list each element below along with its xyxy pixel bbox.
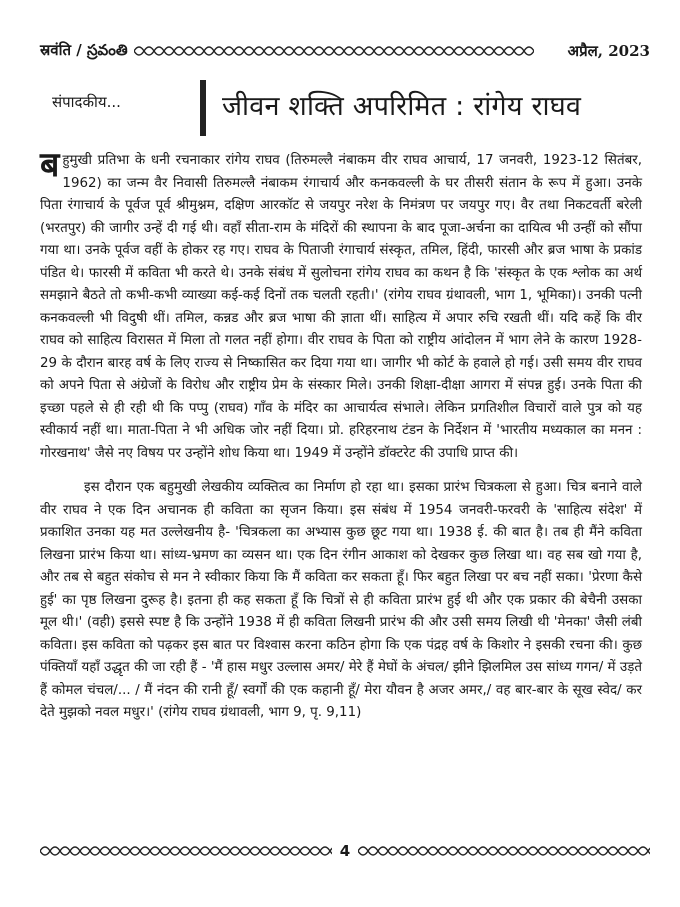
journal-name: स्रवंति / స్రవంతి bbox=[40, 40, 128, 59]
page-header bbox=[40, 38, 650, 64]
header-ornament bbox=[134, 41, 562, 61]
page-number: 4 bbox=[339, 842, 351, 860]
footer-ornament-right bbox=[358, 841, 650, 861]
paragraph-1 bbox=[40, 145, 642, 465]
drop-cap: ब bbox=[40, 145, 60, 185]
footer-ornament-left bbox=[40, 841, 332, 861]
article-title: जीवन शक्ति अपरिमित : रांगेय राघव bbox=[222, 91, 582, 122]
article-body bbox=[40, 145, 642, 725]
section-label: संपादकीय... bbox=[52, 93, 121, 111]
journal-name-hindi: स्रवंति bbox=[40, 40, 72, 59]
journal-name-telugu: స్రవంతి bbox=[87, 40, 128, 59]
paragraph-1-text: हुमुखी प्रतिभा के धनी रचनाकार रांगेय राघव (तिरुमल्लै नंबाकम वीर राघव आचार्य, 17 जनवरी, 1923-12 सितंबर, 1962) का जन्म वैर निवासी तिरुमल्लै नंबाकम रंगाचार्य और कनकवल्ली के घर तीसरी संतान के रूप में हुआ। उनके पिता रंगाचार्य के पूर्वज पूर्व श्रीमुश्नम, दक्षिण आरकॉट से जयपुर नरेश के निमंत्रण पर जयपुर गए। वैर तथा निकटवर्ती बरेली (भरतपुर) की जागीर उन्हें दी गई थी। वहाँ सीता-राम के मंदिरों की स्थापना के बाद पूजा-अर्चना का दायित्व भी उन्हीं को सौंपा गया था। उनके पूर्वज वहीं के होकर रह गए। राघव के पिताजी रंगाचार्य संस्कृत, तमिल, हिंदी, फारसी और ब्रज भाषा के प्रकांड पंडित थे। फारसी में कविता भी करते थे। उनके संबंध में सुलोचना रांगेय राघव का कथन है कि 'संस्कृत के एक श्लोक का अर्थ समझाने बैठते तो कभी-कभी व्याख्या कई-कई दिनों तक चलती रहती।' (रांगेय राघव ग्रंथावली, भाग 1, भूमिका)। उनकी पत्नी कनकवल्ली भी विदुषी थीं। तमिल, कन्नड और ब्रज भाषा की ज्ञाता थीं। साहित्य में अपार रुचि रखती थीं। यदि कहें कि वीर राघव को साहित्य विरासत में मिला तो गलत नहीं होगा। वीर राघव के पिता को राष्ट्रीय आंदोलन में भाग लेने के कारण 1928-29 के दौरान बारह वर्ष के लिए राज्य से निष्कासित कर दिया गया था। जागीर भी कोर्ट के हवाले हो गई। उसी समय वीर राघव को अपने पिता से अंग्रेजों के विरोध और राष्ट्रीय प्रेम के संस्कार मिले। उनकी शिक्षा-दीक्षा आगरा में संपन्न हुई। उनके पिता की इच्छा पहले से ही रही थी कि पप्पु (राघव) गाँव के मंदिर का आचार्यत्व संभाले। लेकिन प्रगतिशील विचारों वाले पुत्र को यह स्वीकार्य नहीं था। माता-पिता ने भी अधिक जोर नहीं दिया। प्रो. हरिहरनाथ टंडन के निर्देशन में 'भारतीय मध्यकाल का मनन : गोरखनाथ' जैसे नए विषय पर उन्होंने शोध किया था। 1949 में उन्होंने डॉक्टरेट की उपाधि प्राप्त की। bbox=[40, 153, 642, 461]
title-divider bbox=[200, 80, 206, 136]
paragraph-2: इस दौरान एक बहुमुखी लेखकीय व्यक्तित्व का निर्माण हो रहा था। इसका प्रारंभ चित्रकला से हुआ। चित्र बनाने वाले वीर राघव ने एक दिन अचानक ही कविता का सृजन किया। इस संबंध में 1954 जनवरी-फरवरी के 'साहित्य संदेश' में प्रकाशित उनका यह मत उल्लेखनीय है- 'चित्रकला का अभ्यास कुछ छूट गया था। 1938 ई. की बात है। तब ही मैंने कविता लिखना प्रारंभ किया था। सांध्य-भ्रमण का व्यसन था। एक दिन रंगीन आकाश को देखकर कुछ लिखा था। वह सब खो गया है, और तब से बहुत संकोच से मन ने स्वीकार किया कि मैं कविता कर सकता हूँ। फिर बहुत लिखा पर बच नहीं सका। 'प्रेरणा कैसे हुई' का पृष्ठ लिखना दुरूह है। इतना ही कह सकता हूँ कि चित्रों से ही कविता प्रारंभ हुई थी और एक प्रकार की बेचैनी उसका मूल थी।' (वही) इससे स्पष्ट है कि उन्होंने 1938 में ही कविता लिखनी प्रारंभ की और उसी समय लिखी थी 'मेनका' जैसी लंबी कविता। इस कविता को पढ़कर इस बात पर विश्वास करना कठिन होगा कि एक पंद्रह वर्ष के किशोर ने इसकी रचना की। कुछ पंक्तियाँ यहाँ उद्धृत की जा रही हैं - 'मैं हास मधुर उल्लास अमर/ मेरे हैं मेघों के अंचल/ झीने झिलमिल उस सांध्य गगन/ में उड़ते हैं कोमल चंचल/... / मैं नंदन की रानी हूँ/ स्वर्गों की एक कहानी हूँ/ मेरा यौवन है अजर अमर,/ वह बार-बार के सूख स्वेद/ कर देते मुझको नवल मधुर।' (रांगेय राघव ग्रंथावली, भाग 9, पृ. 9,11) bbox=[40, 480, 642, 720]
issue-date: अप्रैल, 2023 bbox=[567, 42, 650, 60]
page-footer bbox=[40, 838, 650, 864]
